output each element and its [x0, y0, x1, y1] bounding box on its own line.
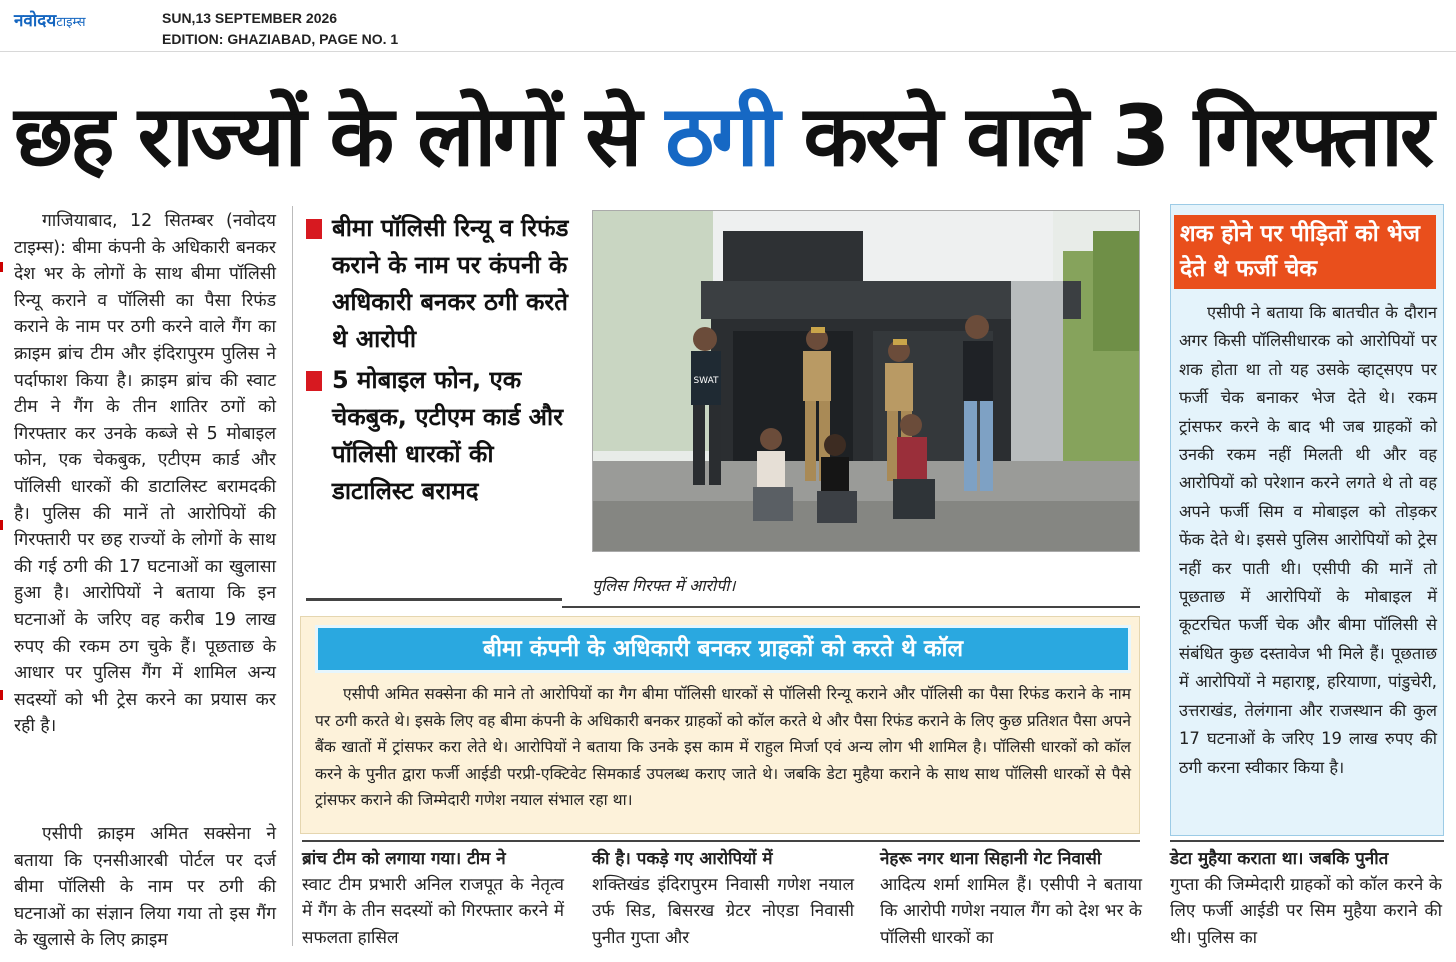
page-headline: छह राज्यों के लोगों से ठगी करने वाले 3 गिरफ्तार [14, 87, 1432, 185]
bottom-column-lead: नेहरू नगर थाना सिहानी गेट निवासी [880, 849, 1102, 869]
bottom-column [880, 846, 1142, 951]
sidebar-box [1170, 204, 1444, 836]
middle-box-title: बीमा कंपनी के अधिकारी बनकर ग्राहकों को करते थे कॉल [315, 625, 1131, 673]
police-arrest-photo-image [593, 211, 1140, 552]
bottom-column [1170, 846, 1442, 951]
headline-highlight: ठगी [665, 87, 778, 185]
vest-text: SWAT [693, 376, 719, 386]
page-header [0, 0, 1456, 52]
column-divider [292, 206, 293, 946]
news-photo[interactable] [592, 210, 1140, 552]
section-divider [1170, 840, 1444, 842]
bottom-column [592, 846, 854, 951]
newspaper-logo[interactable] [14, 8, 86, 31]
photo-caption: पुलिस गिरफ्त में आरोपी। [592, 576, 736, 595]
bottom-column-lead: की है। पकड़े गए आरोपियों में [592, 849, 773, 869]
section-divider [562, 606, 1140, 608]
article-highlights [306, 210, 572, 510]
article-paragraph: गाजियाबाद, 12 सितम्बर (नवोदय टाइम्स): बीमा कंपनी के अधिकारी बनकर देश भर के लोगों के साथ बीमा पॉलिसी रिन्यू कराने व पॉलिसी का पैसा रिफंड कराने के नाम पर ठगी करने वाले गैंग का क्राइम ब्रांच टीम और इंदिरापुरम पुलिस ने पर्दाफाश किया है। क्राइम ब्रांच की स्वाट टीम ने गैंग के तीन शातिर ठगों को गिरफ्तार कर उनके कब्जे से 5 मोबाइल फोन, एक चेकबुक, एटीएम कार्ड और पॉलिसी धारकों की डाटालिस्ट बरामदकी है। पुलिस की मानें तो आरोपियों की गिरफ्तारी पर छह राज्यों के लोगों के साथ की गई ठगी की 17 घटनाओं का खुलासा हुआ है। आरोपियों ने बताया कि इन घटनाओं के जरिए वह करीब 19 लाख रुपए की रकम ठग चुके हैं। पूछताछ के आधार पर पुलिस गैंग में शामिल अन्य सदस्यों को भी ट्रेस करने का प्रयास कर रही है। [14, 211, 276, 737]
highlight-item: 5 मोबाइल फोन, एक चेकबुक, एटीएम कार्ड और पॉलिसी धारकों की डाटालिस्ट बरामद [306, 362, 572, 510]
bottom-column-text: शक्तिखंड इंदिरापुरम निवासी गणेश नयाल उर्फ सिड, बिसरख ग्रेटर नोएडा निवासी पुनीत गुप्ता और [592, 875, 854, 948]
edition-date: SUN,13 SEPTEMBER 2026 [162, 10, 338, 26]
margin-mark [0, 262, 3, 272]
bottom-column-text: आदित्य शर्मा शामिल हैं। एसीपी ने बताया कि आरोपी गणेश नयाल गैंग को देश भर के पॉलिसी धारकों का [880, 875, 1142, 948]
logo-main: नवोदय [14, 11, 57, 31]
edition-info [162, 8, 398, 50]
article-column-1 [14, 208, 276, 740]
section-divider [302, 840, 1140, 842]
margin-mark [0, 520, 3, 530]
sidebar-text [1179, 299, 1437, 782]
section-divider [306, 598, 562, 601]
article-paragraph: एसीपी क्राइम अमित सक्सेना ने बताया कि एनसीआरबी पोर्टल पर दर्ज बीमा पॉलिसी के नाम पर ठगी की घटनाओं का संज्ञान लिया गया तो इस गैंग के खुलासे के लिए क्राइम [14, 824, 276, 951]
bottom-column-lead: ब्रांच टीम को लगाया गया। टीम ने [302, 849, 506, 869]
bottom-column-text: गुप्ता की जिम्मेदारी ग्राहकों को कॉल करने के लिए फर्जी आईडी पर सिम मुहैया कराने की थी। पुलिस का [1170, 875, 1442, 948]
margin-mark [0, 690, 3, 700]
red-square-bullet-icon [306, 219, 322, 239]
highlight-item: बीमा पॉलिसी रिन्यू व रिफंड कराने के नाम पर कंपनी के अधिकारी बनकर ठगी करते थे आरोपी [306, 210, 572, 358]
sidebar-paragraph: एसीपी ने बताया कि बातचीत के दौरान अगर किसी पॉलिसीधारक को आरोपियों पर शक होता था तो यह उसके व्हाट्सएप पर फर्जी चेक बनाकर भेज देते थे। रकम ट्रांसफर करने के बाद भी जब ग्राहकों को उनकी रकम नहीं मिलती थी और वह आरोपियों को परेशान करने लगते थे तो वह अपने फर्जी सिम व मोबाइल को तोड़कर फेंक देते थे। इससे पुलिस आरोपियों को ट्रेस नहीं कर पाती थी। एसीपी की मानें तो पूछताछ में आरोपियों के मोबाइल में कूटरचित फर्जी चेक और बीमा पॉलिसी से संबंधित कुछ दस्तावेज भी मिले हैं। पूछताछ में आरोपियों ने महाराष्ट्र, हरियाणा, पांडुचेरी, उत्तराखंड, तेलंगाना और राजस्थान की कुल 17 घटनाओं के जरिए 19 लाख रुपए की ठगी करना स्वीकार किया है। [1179, 303, 1437, 777]
bottom-column [302, 846, 564, 951]
article-column-1-cont [14, 821, 276, 954]
bottom-column-text: स्वाट टीम प्रभारी अनिल राजपूत के नेतृत्व में गैंग के तीन सदस्यों को गिरफ्तार करने में सफलता हासिल [302, 875, 564, 948]
middle-box-text [315, 681, 1131, 814]
edition-name: EDITION: GHAZIABAD, PAGE NO. 1 [162, 31, 399, 47]
sidebar-title: शक होने पर पीड़ितों को भेज देते थे फर्जी चेक [1174, 215, 1436, 289]
logo-sub: टाइम्स [56, 15, 86, 30]
middle-paragraph: एसीपी अमित सक्सेना की माने तो आरोपियों का गैग बीमा पॉलिसी धारकों से पॉलिसी रिन्यू कराने और पॉलिसी का पैसा रिफंड कराने के नाम पर ठगी करते थे। इसके लिए वह बीमा कंपनी के अधिकारी बनकर ग्राहकों को कॉल करते थे और पैसा रिफंड कराने के लिए कुछ प्रतिशत पैसा अपने बैंक खातों में ट्रांसफर करा लेते थे। आरोपियों ने बताया कि उनके इस काम में राहुल मिर्जा एवं अन्य लोग भी शामिल है। पॉलिसी धारकों को कॉल करने के पुनीत द्वारा फर्जी आईडी परप्री-एक्टिवेट सिमकार्ड उपलब्ध कराए जाते थे। जबकि डेटा मुहैया कराने के साथ साथ पॉलिसी धारकों से पैसे ट्रांसफर कराने की जिम्मेदारी गणेश नयाल संभाल रहा था। [315, 685, 1131, 810]
red-square-bullet-icon [306, 371, 322, 391]
bottom-column-lead: डेटा मुहैया कराता था। जबकि पुनीत [1170, 849, 1389, 869]
middle-box [300, 616, 1140, 834]
